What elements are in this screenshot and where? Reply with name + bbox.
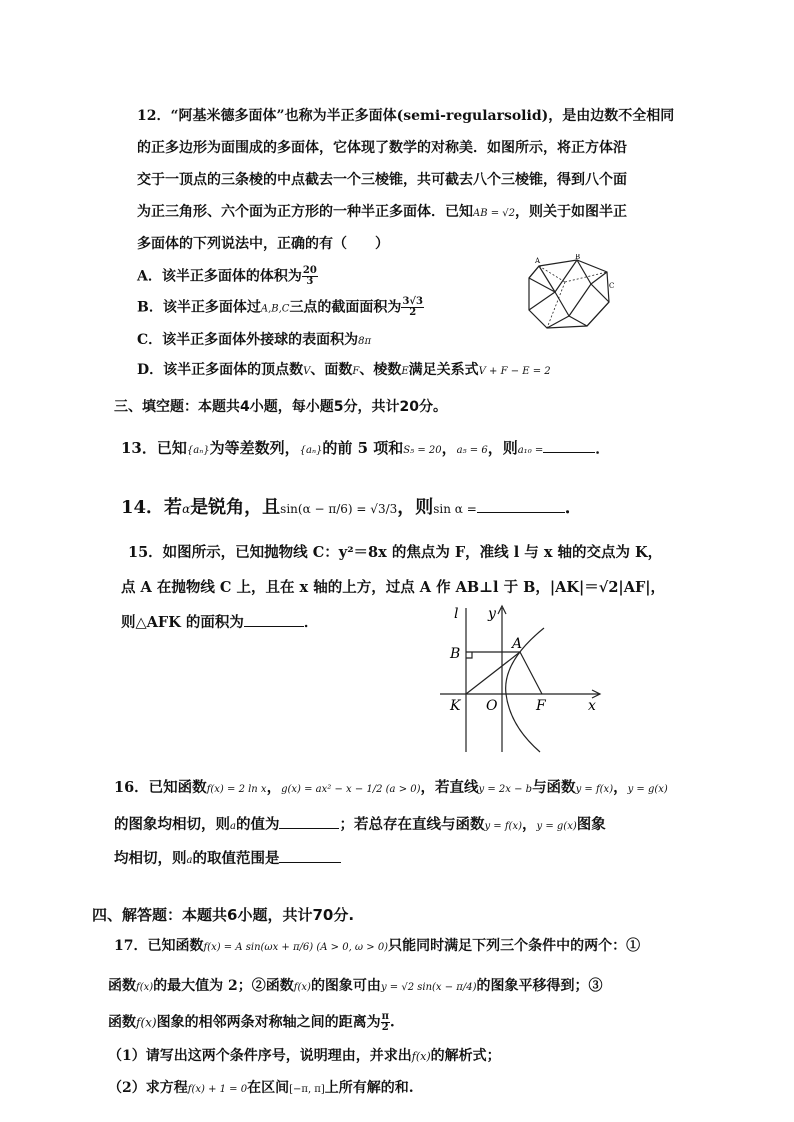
q12-option-c [137,330,371,352]
q16-a-2: a [186,855,193,866]
q16-t4: 与函数 [532,779,576,796]
q13-a5: a₅ = 6 [456,445,488,456]
q12-ab-value: AB = √2 [473,208,516,219]
q12-option-a-text: A．该半正多面体的体积为 [137,268,302,285]
q14-t2: 是锐角，且 [190,497,281,518]
q16-line-3 [114,848,341,871]
fig-label-x: x [588,698,596,714]
q15-line-3-text: 则△AFK 的面积为 [121,614,244,631]
q17-p2-interval: [−π, π] [289,1084,325,1095]
q12-option-a [137,266,318,287]
q13-end: ． [595,439,611,457]
q12-option-a-numerator: 20 [302,265,317,276]
q16-g: g(x) = ax² − x − 1/2 (a > 0) [281,784,421,795]
q16-yf: y = f(x) [575,784,614,795]
q12-option-b [137,297,424,320]
q17-l3a: 函数 [108,1014,136,1031]
q12-option-d [137,360,551,382]
q14-end: ． [564,497,583,518]
q13-a10: a₁₀ = [517,445,544,456]
q12-option-b-denominator: 2 [409,307,417,318]
q17-part-2 [108,1078,414,1100]
q17-p2a: （2）求方程 [108,1080,188,1096]
q17-p2-equation: f(x) + 1 = 0 [187,1084,248,1095]
q16-f: f(x) = 2 ln x [206,784,267,795]
q17-l2a: 函数 [108,978,136,994]
q14 [121,494,583,522]
q16-yf-2: y = f(x) [484,821,522,832]
q13-s5: S₅ = 20 [403,445,442,456]
segment-ak [466,652,520,694]
fig-label-l: l [454,606,459,622]
q17-fraction-numerator: π [381,1011,389,1022]
q17-p1b: 的解析式； [430,1048,501,1064]
q17-fraction-denominator: 2 [381,1022,389,1033]
q17-p1a: （1）请写出这两个条件序号，说明理由，并求出 [108,1048,412,1064]
q17-fx-2: f(x) [293,982,311,993]
q17-l2b: 的最大值为 2；②函数 [153,978,294,994]
q13-seq-2: {aₙ} [299,445,323,456]
fig-label-f: F [536,698,546,714]
q13-t1: 13．已知 [121,439,187,457]
q16-t1: 16．已知函数 [114,779,207,796]
q17-fx-1: f(x) [136,982,154,993]
q16-l2b: 的值为 [235,816,280,833]
q12-line-2: 的正多边形为面围成的多面体，它体现了数学的对称美．如图所示，将正方体沿 [137,140,627,156]
q14-alpha: α [182,502,191,516]
q14-t3: ，则 [397,497,434,518]
q12-line-3: 交于一顶点的三条棱的中点截去一个三棱锥，共可截去八个三棱锥，得到八个面 [137,172,627,188]
q15-line-1: 15．如图所示，已知抛物线 C：y²＝8x 的焦点为 F，准线 l 与 x 轴的交点为 K， [128,544,663,561]
q14-answer-blank[interactable] [477,494,565,513]
q12-option-b-numerator: 3√3 [402,296,423,307]
q14-t1: 14．若 [121,497,183,518]
q13-t2: 为等差数列， [209,439,300,457]
q15-answer-blank[interactable] [244,612,304,627]
q16-yg: y = g(x) [627,784,668,795]
section-3-heading: 三、填空题：本题共4小题，每小题5分，共计20分。 [114,399,447,415]
q17-p1f: f(x) [411,1050,431,1063]
q12-option-c-value: 8π [358,336,372,347]
q12-line-5: 多面体的下列说法中，正确的有（ ） [137,236,389,252]
parabola-figure [436,602,608,754]
q16-yg-2: y = g(x) [536,821,577,832]
q16-line-1 [114,778,668,800]
q17-fx-3: f(x) [136,1015,157,1030]
fig-label-y: y [488,606,496,622]
q12-option-a-denominator: 3 [306,276,314,287]
q17-l2c: 的图象可由 [310,978,381,994]
q16-l2e: 图象 [576,816,606,833]
q12-option-d-text: D．该半正多面体的顶点数 [137,362,304,378]
q12-option-c-text: C．该半正多面体外接球的表面积为 [137,332,359,348]
q13 [121,438,610,461]
q12-option-b-fraction [401,297,424,318]
q16-t3: ，若直线 [420,779,479,796]
q12-option-b-text: B．该半正多面体过 [137,299,261,316]
q13-seq-1: {aₙ} [186,445,210,456]
q17-l2d: 的图象平移得到；③ [476,978,603,994]
q13-t3: 的前 5 项和 [322,439,404,457]
q15-line-2: 点 A 在抛物线 C 上，且在 x 轴的上方，过点 A 作 AB⊥l 于 B，|AK|＝√2|AF|， [121,579,666,596]
q17-t1: 17．已知函数 [114,938,204,954]
q12-line-4 [137,202,627,224]
q16-answer-blank-2[interactable] [279,848,341,863]
q17-line-3 [108,1012,395,1033]
q12-line-1: 12．“阿基米德多面体”也称为半正多面体(semi-regularsolid)，是由边数不全相同 [137,108,675,124]
q16-t2: ， [266,779,282,796]
q13-answer-blank[interactable] [543,438,595,453]
segment-af [520,652,542,694]
q17-p2c: 上所有解的和. [324,1080,414,1096]
q17-line-2 [108,976,603,998]
q13-t5: ，则 [487,439,518,457]
q16-l2c: ；若总存在直线与函数 [339,816,485,833]
q17-l3b: 图象的相邻两条对称轴之间的距离为 [156,1014,381,1031]
q17-fraction [381,1012,390,1033]
fig-label-a: A [535,257,541,265]
fig-label-o: O [486,698,498,714]
q17-y-expr: y = √2 sin(x − π/4) [380,982,477,993]
q12-option-a-fraction [302,266,318,287]
cuboctahedron-figure [525,254,617,334]
q12-option-d-m3: 满足关系式 [408,362,479,378]
q12-line-4-text-b: ，则关于如图半正 [515,204,628,220]
q12-option-d-m2: 、棱数 [359,362,402,378]
q16-a-1: a [230,821,236,832]
q14-equation: sin(α − π/6) = √3/3 [280,502,398,516]
q16-l2d: ， [522,816,537,833]
q16-answer-blank-1[interactable] [279,814,339,829]
q12-option-d-f: F [352,366,360,377]
q17-part-1 [108,1046,501,1067]
q14-sin-alpha: sin α = [433,502,477,516]
fig-label-k: K [450,698,461,714]
q17-line-1 [114,936,640,958]
q16-line-2 [114,814,606,837]
q12-option-d-m1: 、面数 [310,362,353,378]
section-4-heading: 四、解答题：本题共6小题，共计70分. [92,906,355,924]
q12-option-b-mid: 三点的截面面积为 [289,299,402,316]
q16-t5: ， [613,779,628,796]
q13-t4: ， [441,439,457,457]
q16-line: y = 2x − b [478,784,533,795]
q12-option-d-v: V [303,366,311,377]
q17-f: f(x) = A sin(ωx + π/6) (A > 0, ω > 0) [203,942,389,953]
right-angle-mark [466,652,472,658]
q12-option-d-equation: V + F − E = 2 [478,366,551,377]
q12-option-b-points: A,B,C [260,303,290,315]
q15-line-3 [121,612,318,633]
q17-l3c: . [389,1014,395,1031]
q16-l2a: 的图象均相切，则 [114,816,230,833]
q17-p2b: 在区间 [247,1080,290,1096]
q16-l3a: 均相切，则 [114,850,187,867]
q12-line-4-text-a: 为正三角形、六个面为正方形的一种半正多面体．已知 [137,204,473,220]
fig-label-b: B [575,254,581,261]
fig-label-b: B [450,646,461,662]
fig-label-c: C [609,282,615,290]
q16-l3b: 的取值范围是 [192,850,280,867]
q17-t2: 只能同时满足下列三个条件中的两个：① [388,938,641,954]
q15-end: ． [303,614,319,631]
q12-option-d-e: E [401,366,409,377]
fig-label-a: A [512,636,523,652]
